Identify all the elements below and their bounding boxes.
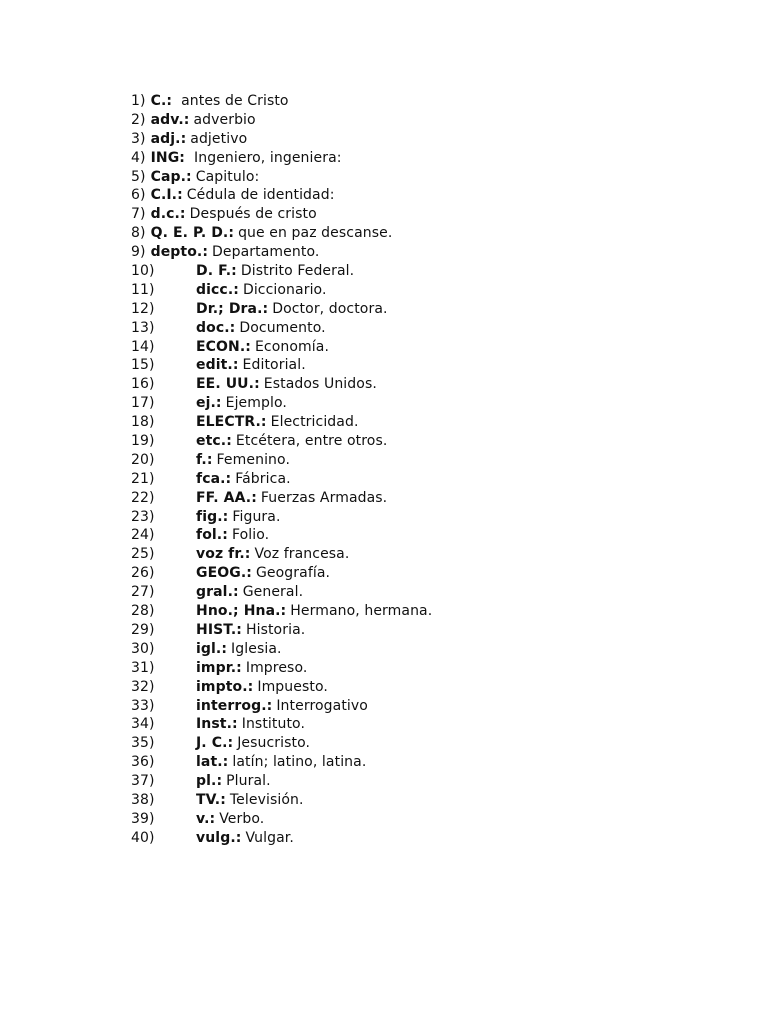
abbreviation-definition: Estados Unidos. — [263, 376, 377, 393]
list-item — [131, 205, 432, 224]
list-item — [131, 602, 432, 621]
abbreviation-definition: Impreso. — [245, 659, 308, 676]
abbreviation-definition: Figura. — [232, 508, 281, 525]
abbreviation-term: dicc.: — [196, 281, 239, 298]
item-number: 30) — [131, 640, 155, 657]
item-number: 18) — [131, 414, 155, 431]
abbreviation-term: Dr.; Dra.: — [196, 300, 269, 317]
abbreviation-definition: Cédula de identidad: — [186, 187, 335, 204]
list-item — [131, 810, 432, 829]
abbreviation-term: fol.: — [196, 527, 228, 544]
abbreviation-term: interrog.: — [196, 697, 273, 714]
list-item — [131, 168, 432, 187]
list-item — [131, 678, 432, 697]
abbreviation-definition: Diccionario. — [242, 281, 327, 298]
abbreviation-definition: Iglesia. — [231, 640, 282, 657]
abbreviation-term: Q. E. P. D.: — [150, 225, 235, 242]
abbreviation-definition: Impuesto. — [257, 678, 328, 695]
item-number: 12) — [131, 300, 155, 317]
abbreviation-definition: Interrogativo — [276, 697, 368, 714]
abbreviation-definition: Hermano, hermana. — [290, 603, 433, 620]
abbreviation-term: edit.: — [196, 357, 239, 374]
item-number: 33) — [131, 697, 155, 714]
abbreviation-term: depto.: — [150, 244, 209, 261]
abbreviation-definition: Ejemplo. — [225, 395, 287, 412]
item-number: 3) — [131, 130, 146, 147]
abbreviation-term: lat.: — [196, 754, 229, 771]
list-item — [131, 734, 432, 753]
abbreviation-term: D. F.: — [196, 263, 237, 280]
item-number: 27) — [131, 584, 155, 601]
list-item — [131, 281, 432, 300]
item-number: 26) — [131, 565, 155, 582]
item-number: 5) — [131, 168, 146, 185]
list-item — [131, 583, 432, 602]
list-item — [131, 564, 432, 583]
list-item — [131, 432, 432, 451]
abbreviation-definition: antes de Cristo — [181, 93, 289, 109]
abbreviation-term: adj.: — [150, 130, 187, 147]
item-number: 29) — [131, 621, 155, 638]
abbreviation-term: ej.: — [196, 395, 222, 412]
abbreviation-definition: Fuerzas Armadas. — [260, 489, 388, 506]
abbreviation-term: pl.: — [196, 773, 223, 790]
list-item — [131, 545, 432, 564]
list-item — [131, 829, 432, 848]
item-number: 17) — [131, 395, 155, 412]
abbreviation-term: C.: — [150, 93, 173, 109]
list-item — [131, 186, 432, 205]
item-number: 38) — [131, 791, 155, 808]
item-number: 7) — [131, 206, 146, 223]
item-number: 14) — [131, 338, 155, 355]
abbreviation-definition: que en paz descanse. — [238, 225, 393, 242]
abbreviation-term: TV.: — [196, 791, 226, 808]
abbreviation-term: C.I.: — [150, 187, 183, 204]
item-number: 11) — [131, 281, 155, 298]
abbreviation-definition: Geografía. — [255, 565, 331, 582]
list-item — [131, 489, 432, 508]
list-item — [131, 262, 432, 281]
abbreviation-term: adv.: — [150, 111, 190, 128]
abbreviation-definition: Femenino. — [216, 451, 291, 468]
abbreviation-term: gral.: — [196, 584, 239, 601]
abbreviation-definition: Capitulo: — [195, 168, 260, 185]
abbreviation-definition: Departamento. — [212, 244, 320, 261]
list-item — [131, 92, 432, 111]
item-number: 2) — [131, 111, 146, 128]
list-item — [131, 356, 432, 375]
abbreviation-definition: Historia. — [245, 621, 306, 638]
list-item — [131, 413, 432, 432]
abbreviation-definition: Ingeniero, ingeniera: — [194, 149, 342, 166]
list-item — [131, 697, 432, 716]
list-item — [131, 791, 432, 810]
list-item — [131, 508, 432, 527]
abbreviation-term: vulg.: — [196, 829, 242, 846]
list-item — [131, 659, 432, 678]
item-number: 19) — [131, 433, 155, 450]
list-item — [131, 394, 432, 413]
abbreviation-term: voz fr.: — [196, 546, 251, 563]
abbreviation-definition: Editorial. — [242, 357, 306, 374]
abbreviation-list — [131, 92, 432, 848]
abbreviation-term: igl.: — [196, 640, 228, 657]
abbreviation-term: f.: — [196, 451, 213, 468]
item-number: 28) — [131, 603, 155, 620]
item-number: 1) — [131, 93, 146, 109]
item-number: 39) — [131, 810, 155, 827]
abbreviation-definition: Verbo. — [219, 810, 265, 827]
abbreviation-definition: Vulgar. — [245, 829, 294, 846]
list-item — [131, 338, 432, 357]
abbreviation-term: impr.: — [196, 659, 242, 676]
item-number: 24) — [131, 527, 155, 544]
abbreviation-definition: Voz francesa. — [254, 546, 350, 563]
abbreviation-term: ECON.: — [196, 338, 251, 355]
item-number: 8) — [131, 225, 146, 242]
list-item — [131, 772, 432, 791]
abbreviation-term: EE. UU.: — [196, 376, 260, 393]
item-number: 35) — [131, 735, 155, 752]
list-item — [131, 224, 432, 243]
item-number: 16) — [131, 376, 155, 393]
abbreviation-definition: adverbio — [193, 111, 256, 128]
item-number: 32) — [131, 678, 155, 695]
abbreviation-term: impto.: — [196, 678, 254, 695]
item-number: 37) — [131, 773, 155, 790]
item-number: 25) — [131, 546, 155, 563]
item-number: 20) — [131, 451, 155, 468]
abbreviation-term: Inst.: — [196, 716, 238, 733]
abbreviation-definition: Electricidad. — [270, 414, 359, 431]
abbreviation-term: HIST.: — [196, 621, 242, 638]
abbreviation-term: d.c.: — [150, 206, 186, 223]
abbreviation-term: ING: — [150, 149, 185, 166]
item-number: 34) — [131, 716, 155, 733]
list-item — [131, 621, 432, 640]
abbreviation-definition: Distrito Federal. — [240, 263, 355, 280]
abbreviation-definition: latín; latino, latina. — [232, 754, 367, 771]
list-item — [131, 149, 432, 168]
item-number: 22) — [131, 489, 155, 506]
abbreviation-term: Cap.: — [150, 168, 192, 185]
abbreviation-definition: Economía. — [254, 338, 329, 355]
list-item — [131, 470, 432, 489]
item-number: 31) — [131, 659, 155, 676]
list-item — [131, 130, 432, 149]
list-item — [131, 319, 432, 338]
list-item — [131, 451, 432, 470]
abbreviation-term: doc.: — [196, 319, 236, 336]
item-number: 23) — [131, 508, 155, 525]
abbreviation-definition: Etcétera, entre otros. — [235, 433, 388, 450]
abbreviation-term: fig.: — [196, 508, 229, 525]
abbreviation-term: etc.: — [196, 433, 232, 450]
item-number: 13) — [131, 319, 155, 336]
item-number: 10) — [131, 263, 155, 280]
abbreviation-definition: General. — [242, 584, 304, 601]
list-item — [131, 715, 432, 734]
abbreviation-definition: Después de cristo — [189, 206, 317, 223]
item-number: 15) — [131, 357, 155, 374]
item-number: 40) — [131, 829, 155, 846]
abbreviation-definition: Jesucristo. — [237, 735, 311, 752]
abbreviation-term: GEOG.: — [196, 565, 252, 582]
abbreviation-term: fca.: — [196, 470, 232, 487]
list-item — [131, 300, 432, 319]
abbreviation-term: J. C.: — [196, 735, 234, 752]
abbreviation-definition: Documento. — [239, 319, 326, 336]
item-number: 4) — [131, 149, 146, 166]
abbreviation-term: v.: — [196, 810, 216, 827]
abbreviation-definition: Fábrica. — [235, 470, 291, 487]
abbreviation-definition: Plural. — [226, 773, 271, 790]
list-item — [131, 111, 432, 130]
list-item — [131, 375, 432, 394]
item-number: 36) — [131, 754, 155, 771]
abbreviation-definition: Televisión. — [229, 791, 304, 808]
item-number: 9) — [131, 244, 146, 261]
list-item — [131, 753, 432, 772]
abbreviation-definition: Folio. — [231, 527, 270, 544]
abbreviation-definition: Doctor, doctora. — [272, 300, 388, 317]
list-item — [131, 243, 432, 262]
abbreviation-term: FF. AA.: — [196, 489, 257, 506]
abbreviation-term: Hno.; Hna.: — [196, 603, 287, 620]
item-number: 6) — [131, 187, 146, 204]
list-item — [131, 526, 432, 545]
abbreviation-definition: Instituto. — [241, 716, 306, 733]
item-number: 21) — [131, 470, 155, 487]
list-item — [131, 640, 432, 659]
abbreviation-definition: adjetivo — [190, 130, 248, 147]
abbreviation-term: ELECTR.: — [196, 414, 267, 431]
